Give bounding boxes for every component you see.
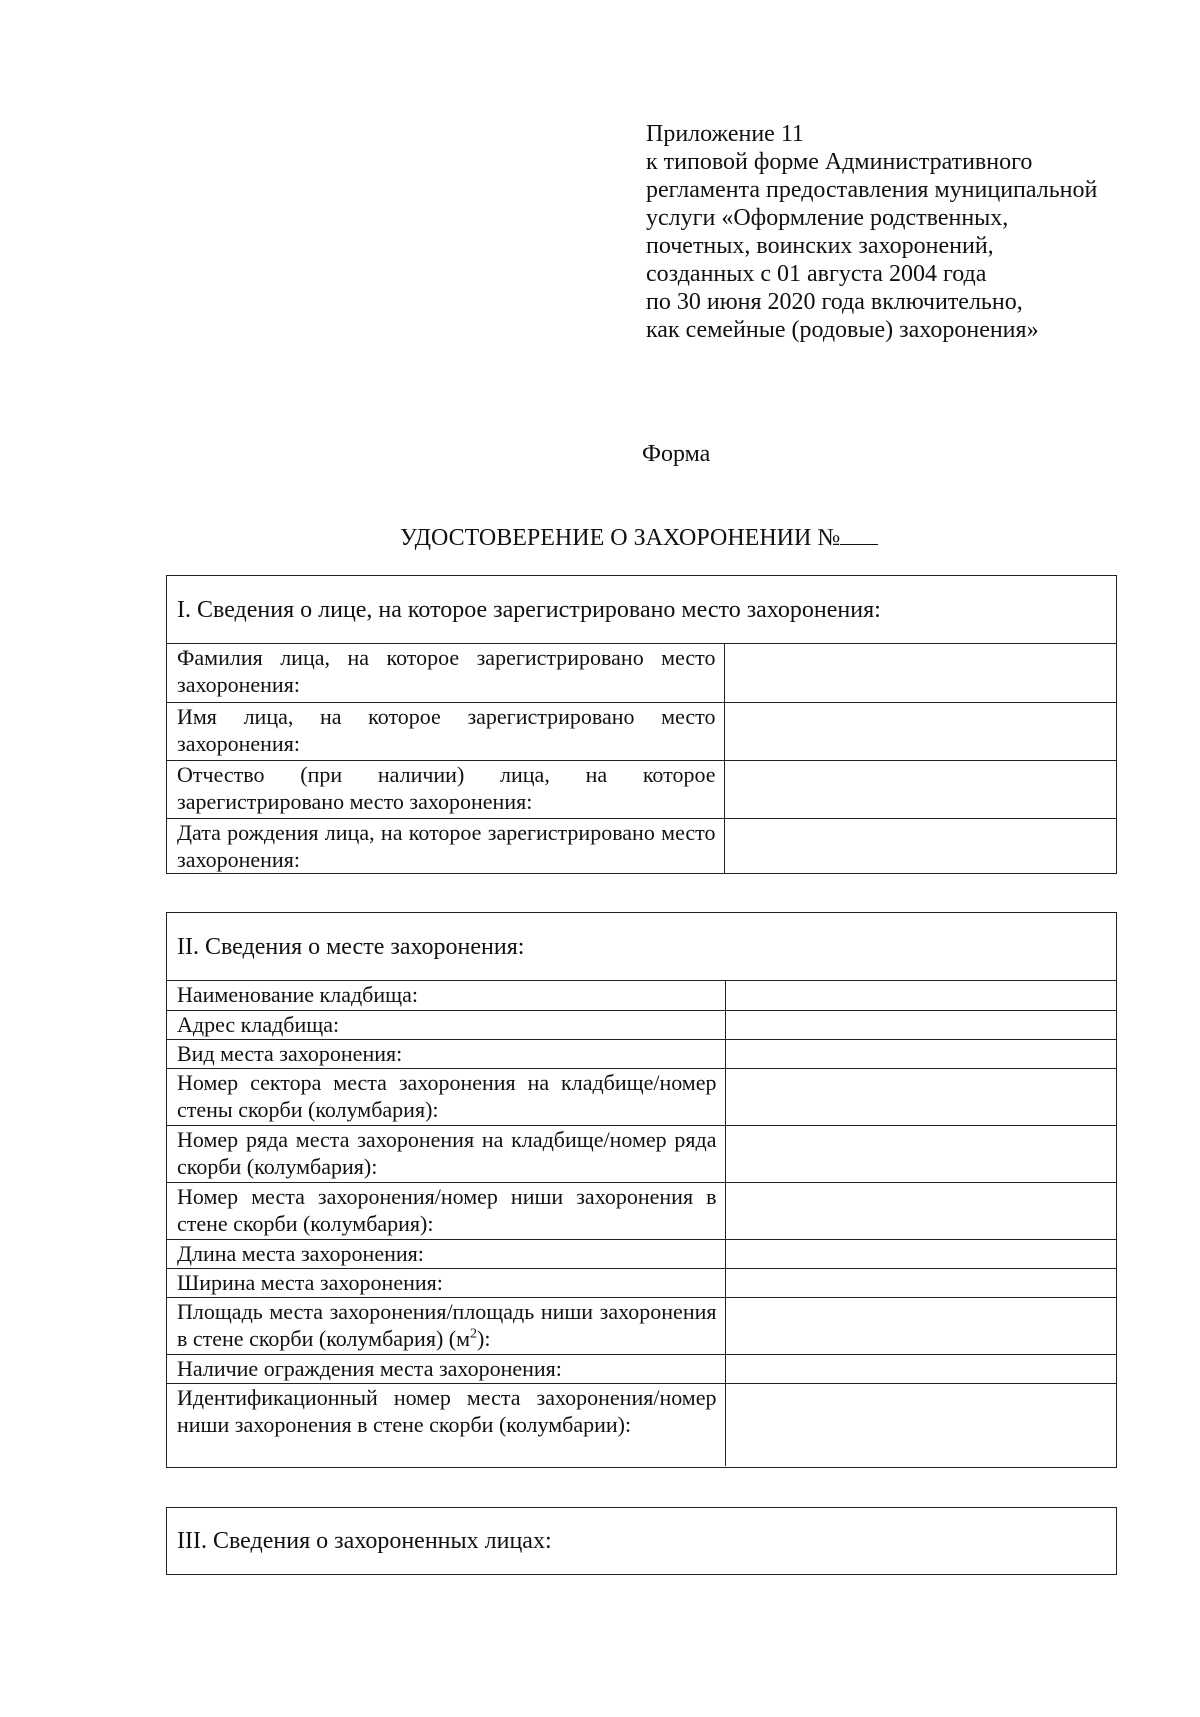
appendix-line: по 30 июня 2020 года включительно, <box>646 289 1023 315</box>
section-3-header: III. Сведения о захороненных лицах: <box>177 1527 552 1554</box>
row-label-superscript: 2 <box>470 1326 478 1342</box>
table-row <box>167 818 1116 873</box>
row-value-field[interactable] <box>724 760 1116 818</box>
section-1-table <box>166 575 1117 874</box>
row-label: Отчество (при наличии) лица, на которое зарегистрировано место захоронения: <box>167 760 724 818</box>
row-value-field[interactable] <box>725 981 1116 1010</box>
table-row <box>167 702 1116 760</box>
row-label: Наличие ограждения места захоронения: <box>167 1354 725 1383</box>
row-label: Имя лица, на которое зарегистрировано место захоронения: <box>167 702 724 760</box>
appendix-line: Приложение 11 <box>646 121 804 147</box>
row-label: Номер сектора места захоронения на кладбище/номер стены скорби (колумбария): <box>167 1068 725 1125</box>
row-value-field[interactable] <box>725 1383 1116 1466</box>
row-value-field[interactable] <box>725 1354 1116 1383</box>
table-row <box>167 1354 1116 1383</box>
row-value-field[interactable] <box>725 1297 1116 1354</box>
table-row <box>167 1239 1116 1268</box>
row-label-text: Площадь места захоронения/площадь ниши захоронения в стене скорби (колумбария) (м <box>177 1298 717 1351</box>
section-3-table <box>166 1507 1117 1575</box>
row-value-field[interactable] <box>725 1125 1116 1182</box>
table-row <box>167 1383 1116 1466</box>
table-row <box>167 1125 1116 1182</box>
table-row <box>167 1182 1116 1239</box>
appendix-block <box>646 120 1116 344</box>
table-row <box>167 1297 1116 1354</box>
form-label: Форма <box>642 441 711 467</box>
row-value-field[interactable] <box>725 1239 1116 1268</box>
table-row <box>167 644 1116 702</box>
row-value-field[interactable] <box>724 702 1116 760</box>
appendix-line: регламента предоставления муниципальной <box>646 177 1098 203</box>
appendix-line: почетных, воинских захоронений, <box>646 233 994 259</box>
row-value-field[interactable] <box>725 1010 1116 1039</box>
appendix-line: услуги «Оформление родственных, <box>646 205 1009 231</box>
section-2-rows <box>167 981 1116 1466</box>
table-row <box>167 1268 1116 1297</box>
row-label: Вид места захоронения: <box>167 1039 725 1068</box>
row-label: Адрес кладбища: <box>167 1010 725 1039</box>
table-row <box>167 981 1116 1010</box>
row-value-field[interactable] <box>724 644 1116 702</box>
row-label <box>167 1297 725 1354</box>
table-row <box>167 1039 1116 1068</box>
row-label: Идентификационный номер места захоронения/номер ниши захоронения в стене скорби (колумбарии): <box>167 1383 725 1466</box>
section-1-rows <box>167 644 1116 873</box>
section-2-table <box>166 912 1117 1468</box>
row-label-tail: ): <box>477 1325 491 1351</box>
row-label: Номер места захоронения/номер ниши захоронения в стене скорби (колумбария): <box>167 1182 725 1239</box>
table-row <box>167 760 1116 818</box>
row-label: Ширина места захоронения: <box>167 1268 725 1297</box>
certificate-number-blank <box>840 524 878 545</box>
row-label: Дата рождения лица, на которое зарегистрировано место захоронения: <box>167 818 724 873</box>
table-row <box>167 1068 1116 1125</box>
row-label: Наименование кладбища: <box>167 981 725 1010</box>
section-1-header: I. Сведения о лице, на которое зарегистрировано место захоронения: <box>167 576 1116 644</box>
section-2-header: II. Сведения о месте захоронения: <box>167 913 1116 981</box>
row-label: Длина места захоронения: <box>167 1239 725 1268</box>
row-label: Фамилия лица, на которое зарегистрировано место захоронения: <box>167 644 724 702</box>
appendix-line: к типовой форме Административного <box>646 149 1033 175</box>
row-value-field[interactable] <box>724 818 1116 873</box>
certificate-title-text: УДОСТОВЕРЕНИЕ О ЗАХОРОНЕНИИ № <box>400 525 841 551</box>
row-value-field[interactable] <box>725 1268 1116 1297</box>
certificate-title <box>400 524 878 552</box>
appendix-line: созданных с 01 августа 2004 года <box>646 261 987 287</box>
appendix-line: как семейные (родовые) захоронения» <box>646 317 1039 343</box>
row-value-field[interactable] <box>725 1182 1116 1239</box>
table-row <box>167 1010 1116 1039</box>
row-value-field[interactable] <box>725 1068 1116 1125</box>
row-value-field[interactable] <box>725 1039 1116 1068</box>
row-label: Номер ряда места захоронения на кладбище/номер ряда скорби (колумбария): <box>167 1125 725 1182</box>
